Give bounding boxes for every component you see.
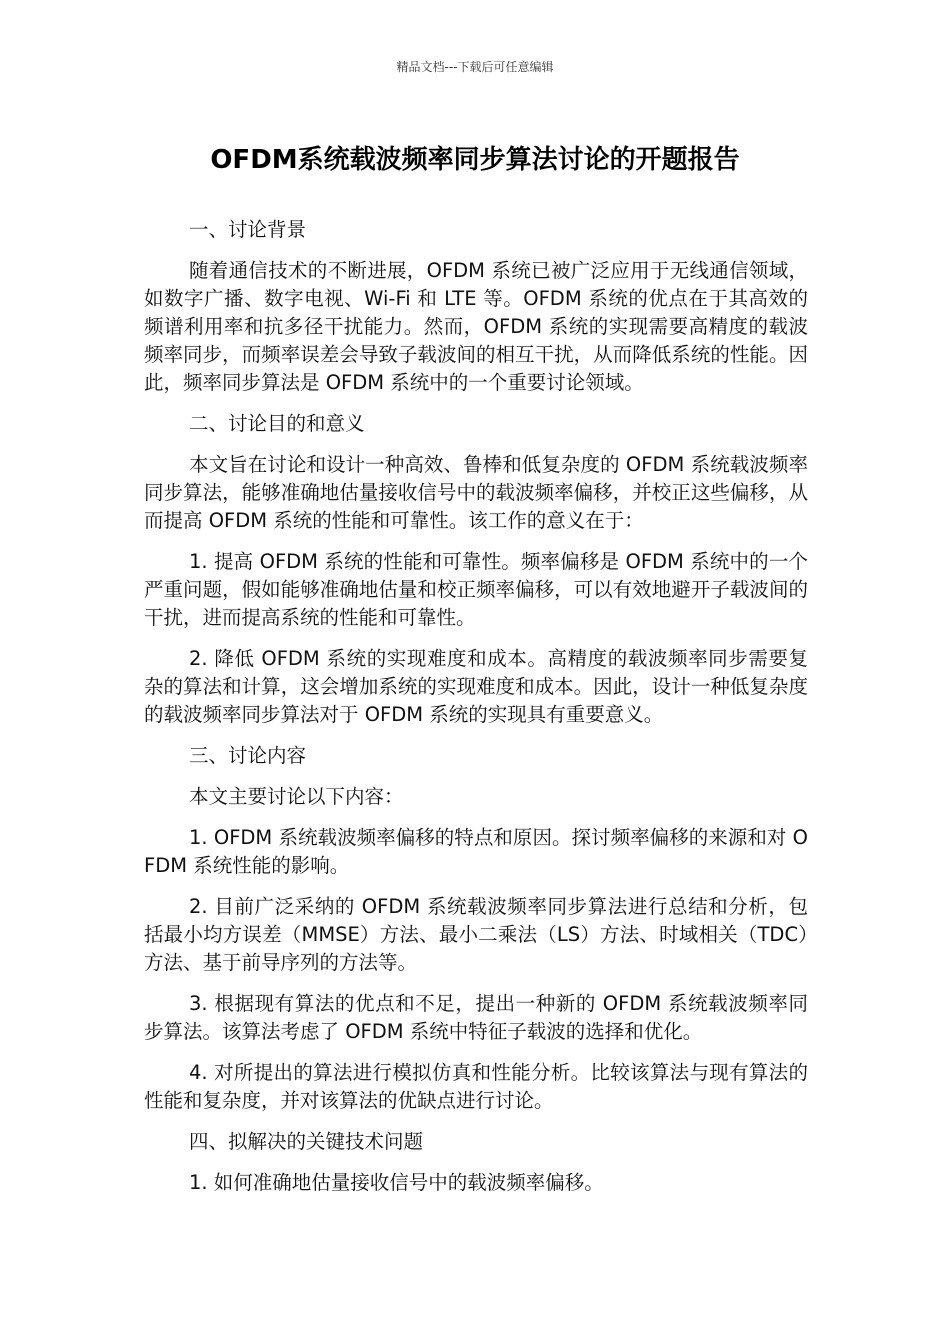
list-item-purpose-2: 2. 降低 OFDM 系统的实现难度和成本。高精度的载波频率同步需要复杂的算法和计算，这会增加系统的实现难度和成本。因此，设计一种低复杂度的载波频率同步算法对于 OFDM 系统的实现具有重要意义。 bbox=[144, 647, 808, 726]
section-heading-background: 一、讨论背景 bbox=[189, 218, 307, 241]
list-item-content-4: 4. 对所提出的算法进行模拟仿真和性能分析。比较该算法与现有算法的性能和复杂度，并对该算法的优缺点进行讨论。 bbox=[144, 1061, 808, 1112]
paragraph-purpose: 本文旨在讨论和设计一种高效、鲁棒和低复杂度的 OFDM 系统载波频率同步算法，能够准确地估量接收信号中的载波频率偏移，并校正这些偏移，从而提高 OFDM 系统的性能和可靠性。该工作的意义在于： bbox=[144, 453, 808, 532]
list-item-content-2: 2. 目前广泛采纳的 OFDM 系统载波频率同步算法进行总结和分析，包括最小均方误差（MMSE）方法、最小二乘法（LS）方法、时域相关（TDC）方法、基于前导序列的方法等。 bbox=[144, 895, 808, 974]
paragraph-content-intro: 本文主要讨论以下内容： bbox=[189, 785, 404, 808]
paragraph-background: 随着通信技术的不断进展，OFDM 系统已被广泛应用于无线通信领域，如数字广播、数字电视、Wi-Fi 和 LTE 等。OFDM 系统的优点在于其高效的频谱利用率和抗多径干扰能力。然而，OFDM 系统的实现需要高精度的载波频率同步，而频率误差会导致子载波间的相互干扰，从而降低系统的性能。因此，频率同步算法是 OFDM 系统中的一个重要讨论领域。 bbox=[144, 259, 808, 394]
page-header: 精品文档---下载后可任意编辑 bbox=[396, 60, 554, 74]
section-heading-key-problems: 四、拟解决的关键技术问题 bbox=[189, 1130, 424, 1153]
list-item-content-1: 1. OFDM 系统载波频率偏移的特点和原因。探讨频率偏移的来源和对 OFDM 系统性能的影响。 bbox=[144, 826, 808, 877]
document-body bbox=[144, 216, 808, 1210]
list-item-content-3: 3. 根据现有算法的优点和不足，提出一种新的 OFDM 系统载波频率同步算法。该算法考虑了 OFDM 系统中特征子载波的选择和优化。 bbox=[144, 992, 808, 1043]
document-title: OFDM系统载波频率同步算法讨论的开题报告 bbox=[210, 145, 740, 175]
section-heading-content: 三、讨论内容 bbox=[189, 744, 307, 767]
list-item-key-problem-1: 1. 如何准确地估量接收信号中的载波频率偏移。 bbox=[189, 1171, 604, 1194]
list-item-purpose-1: 1. 提高 OFDM 系统的性能和可靠性。频率偏移是 OFDM 系统中的一个严重问题，假如能够准确地估量和校正频率偏移，可以有效地避开子载波间的干扰，进而提高系统的性能和可靠性。 bbox=[144, 550, 808, 629]
section-heading-purpose: 二、讨论目的和意义 bbox=[189, 412, 365, 435]
